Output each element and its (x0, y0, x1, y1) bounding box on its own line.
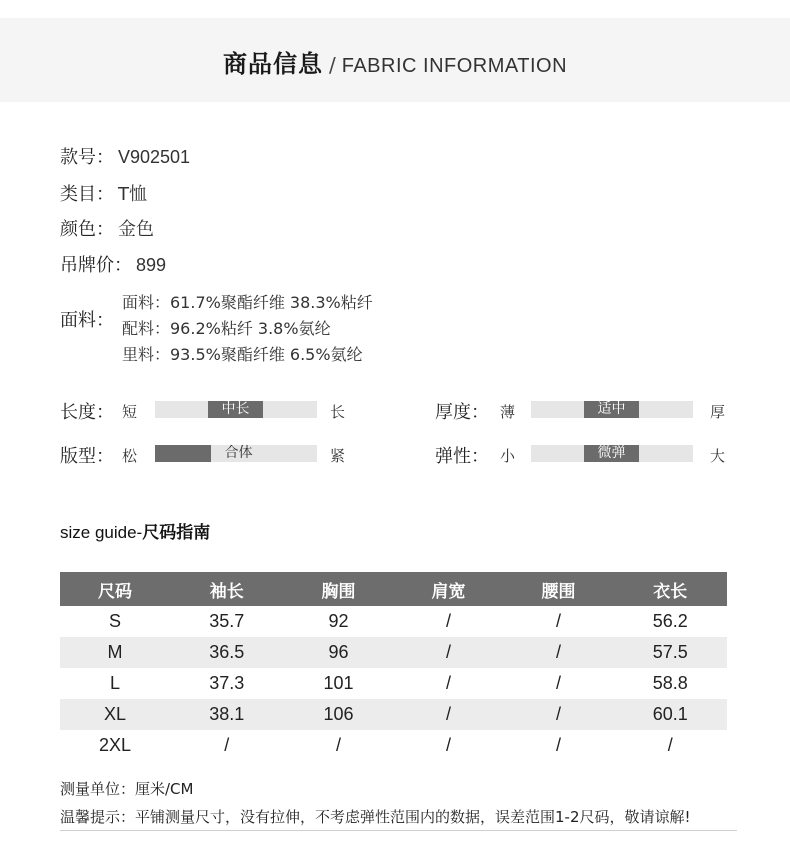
size-table (60, 572, 727, 761)
elasticity-label: 弹性： (435, 446, 489, 467)
thickness-selected-label: 适中 (597, 401, 626, 417)
header-size: 尺码 (60, 572, 170, 606)
bottom-divider (60, 830, 737, 831)
cell-size: S (109, 611, 122, 631)
fabric-lining-line: 里料：93.5%聚酯纤维 6.5%氨纶 (122, 345, 363, 364)
cell-size: XL (60, 699, 170, 730)
cell-chest: 106 (283, 699, 393, 730)
cell-size: 2XL (99, 735, 132, 755)
table-row (60, 606, 727, 637)
header-chest: 胸围 (283, 572, 393, 606)
cell-garment-length: 57.5 (614, 637, 727, 668)
cell-chest: / (335, 735, 341, 755)
cell-waist: / (556, 611, 562, 631)
elasticity-low: 小 (500, 447, 516, 465)
fabric-main-line: 面料：61.7%聚酯纤维 38.3%粘纤 (122, 293, 373, 312)
size-guide-title-cn: 尺码指南 (142, 523, 211, 543)
measurement-unit-note: 测量单位：厘米/CM (60, 780, 194, 798)
cell-chest: 96 (283, 637, 393, 668)
cell-sleeve-length: 36.5 (170, 637, 283, 668)
table-row (60, 668, 727, 699)
fit-high: 紧 (330, 447, 346, 465)
cell-sleeve-length: 38.1 (170, 699, 283, 730)
size-table-header (60, 572, 727, 606)
elasticity-selected-label: 微弹 (597, 445, 626, 461)
size-guide-title-en: size guide- (60, 523, 143, 542)
cell-shoulder: / (393, 637, 503, 668)
category-label: 类目： (60, 184, 114, 205)
cell-shoulder: / (445, 673, 451, 693)
length-label: 长度： (60, 402, 114, 423)
length-low: 短 (122, 403, 138, 421)
cell-garment-length: 60.1 (614, 699, 727, 730)
fabric-accessory-line: 配料：96.2%粘纤 3.8%氨纶 (122, 319, 331, 338)
length-scale (155, 401, 317, 418)
cell-sleeve-length: / (224, 735, 230, 755)
fit-scale (155, 445, 317, 462)
cell-waist: / (556, 735, 562, 755)
cell-sleeve-length: 37.3 (209, 673, 245, 693)
category-value: T恤 (118, 184, 147, 205)
cell-waist: / (504, 637, 614, 668)
table-row (60, 637, 727, 668)
table-row (60, 730, 727, 761)
title-cn: 商品信息 (222, 50, 323, 78)
cell-size: M (60, 637, 170, 668)
cell-garment-length: 56.2 (652, 611, 688, 631)
cell-shoulder: / (445, 735, 451, 755)
style-number-value: V902501 (118, 147, 191, 167)
thickness-low: 薄 (500, 403, 516, 421)
cell-waist: / (504, 699, 614, 730)
category-row (60, 180, 147, 206)
length-selected-label: 中长 (221, 401, 250, 417)
tag-price-label: 吊牌价： (60, 255, 132, 276)
style-number-row (60, 143, 190, 169)
elasticity-high: 大 (710, 447, 726, 465)
header-shoulder: 肩宽 (393, 572, 503, 606)
fit-low: 松 (122, 447, 138, 465)
header-waist: 腰围 (504, 572, 614, 606)
color-value: 金色 (118, 219, 154, 240)
measurement-tip-note: 温馨提示：平铺测量尺寸，没有拉伸，不考虑弹性范围内的数据，误差范围1-2尺码，敬请谅解! (60, 808, 691, 826)
cell-shoulder: / (445, 611, 451, 631)
fit-label: 版型： (60, 446, 114, 467)
cell-sleeve-length: 35.7 (209, 611, 245, 631)
title-separator: / (328, 53, 336, 77)
cell-chest: 92 (328, 611, 349, 631)
header-sleeve-length: 袖长 (170, 572, 283, 606)
header-garment-length: 衣长 (614, 572, 727, 606)
color-label: 颜色： (60, 219, 114, 240)
elasticity-scale (531, 445, 693, 462)
fit-selected-label: 合体 (224, 445, 253, 461)
cell-garment-length: 58.8 (652, 673, 688, 693)
cell-waist: / (556, 673, 562, 693)
color-row (60, 215, 154, 241)
length-high: 长 (330, 403, 346, 421)
cell-garment-length: / (667, 735, 673, 755)
thickness-high: 厚 (710, 403, 726, 421)
table-row (60, 699, 727, 730)
cell-chest: 101 (323, 673, 354, 693)
page-title (0, 44, 790, 79)
size-guide-title (60, 518, 210, 543)
thickness-label: 厚度： (435, 402, 489, 423)
fabric-label: 面料： (60, 310, 114, 331)
title-en: FABRIC INFORMATION (341, 55, 568, 77)
tag-price-row (60, 251, 166, 277)
thickness-scale (531, 401, 693, 418)
tag-price-value: 899 (136, 255, 167, 275)
fit-filled-segment (155, 445, 211, 462)
cell-size: L (110, 673, 121, 693)
style-number-label: 款号： (60, 147, 114, 168)
cell-shoulder: / (393, 699, 503, 730)
